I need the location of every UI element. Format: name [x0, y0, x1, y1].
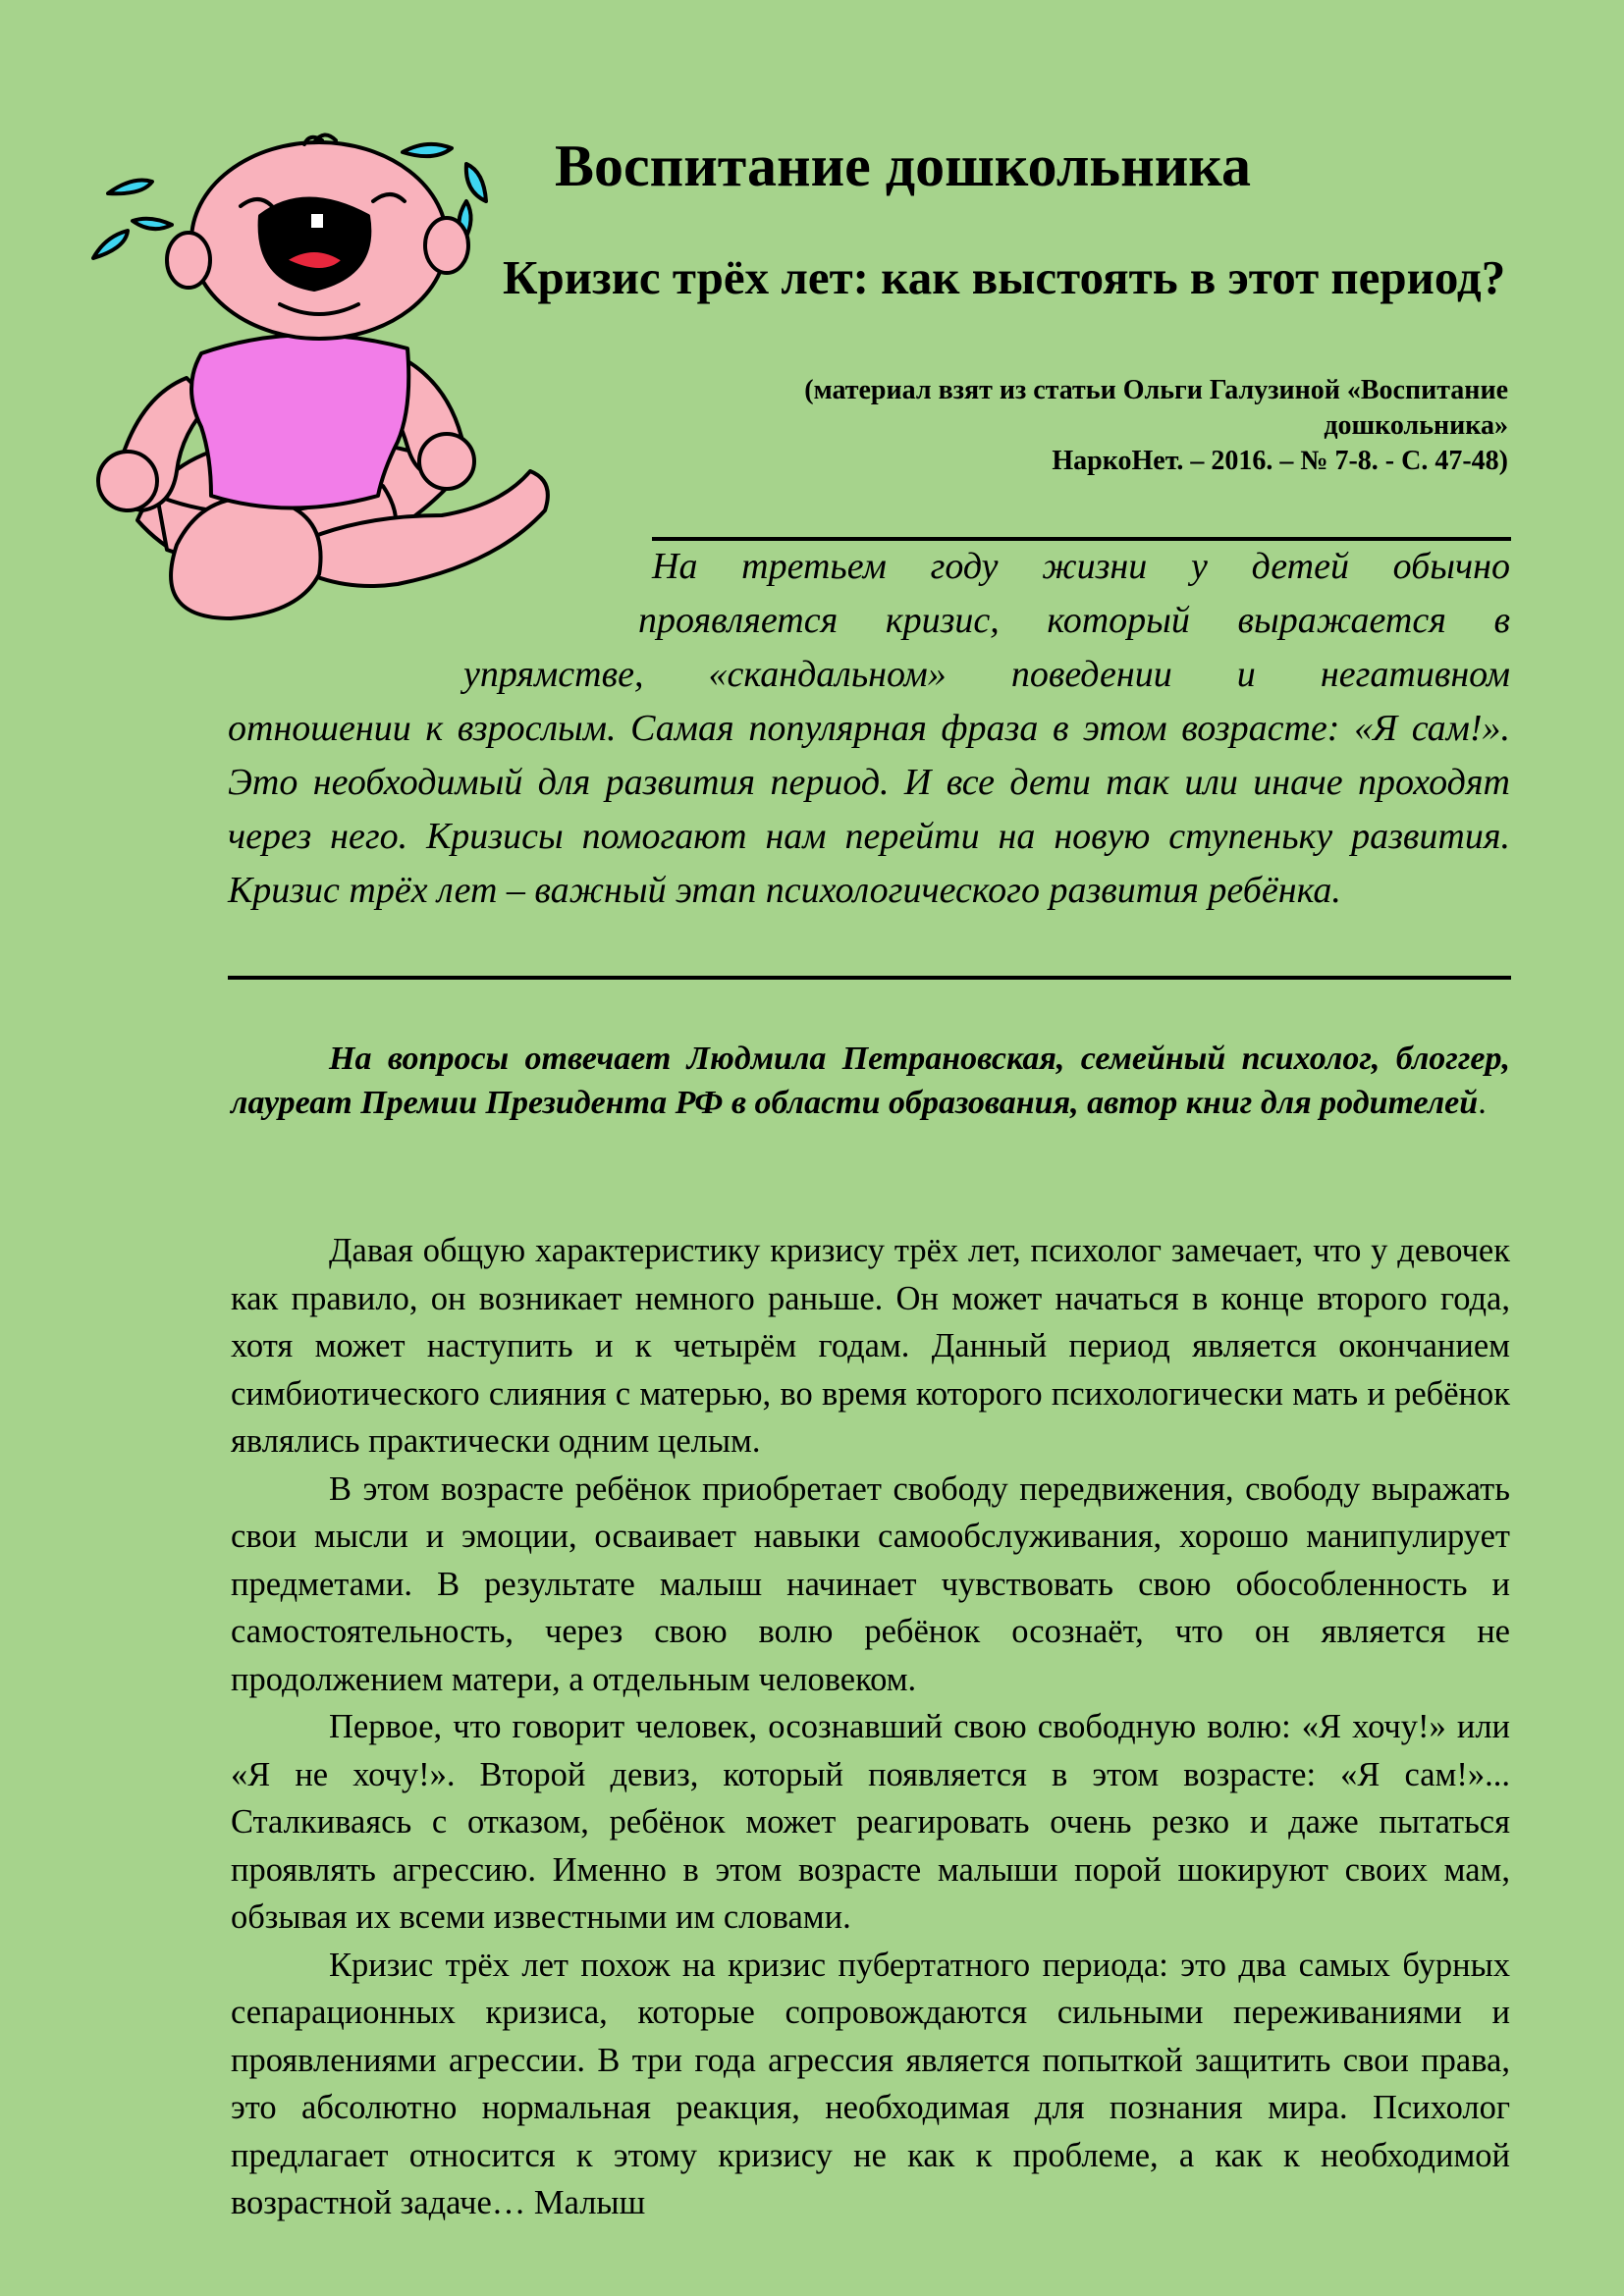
source-line: (материал взят из статьи Ольги Галузиной «Воспитание — [804, 375, 1508, 405]
article-body — [231, 1227, 1510, 2227]
body-paragraph: Первое, что говорит человек, осознавший свою свободную волю: «Я хочу!» или «Я не хочу!». Второй девиз, который появляется в этом возрасте: «Я сам!»... Сталкиваясь с отказом, ребёнок может реагировать очень резко и даже пытаться проявлять агрессию. Именно в этом возрасте малыши порой шокируют своих мам, обзывая их всеми известными им словами. — [231, 1708, 1510, 1936]
source-citation — [628, 373, 1508, 479]
body-paragraph: Давая общую характеристику кризису трёх лет, психолог замечает, что у девочек как правило, он возникает немного раньше. Он может начаться в конце второго года, хотя может наступить и к четырём годам. Данный период является окончанием симбиотического слияния с матерью, во время которого психологически мать и ребёнок являлись практически одним целым. — [231, 1232, 1510, 1460]
body-paragraph: Кризис трёх лет похож на кризис пубертатного периода: это два самых бурных сепарационных кризиса, которые сопровождаются сильными переживаниями и проявлениями агрессии. В три года агрессия является попыткой защитить свои права, это абсолютно нормальная реакция, необходимая для познания мира. Психолог предлагает относится к этому кризису не как к проблеме, а как к необходимой возрастной задаче… Малыш — [231, 1946, 1510, 2221]
tear-icon — [403, 144, 452, 156]
interview-intro-tail: . — [1478, 1085, 1487, 1121]
article-subtitle: Кризис трёх лет: как выстоять в этот период? — [503, 250, 1506, 304]
lead-paragraph — [228, 540, 1510, 918]
lead-line: проявляется кризис, который выражается в — [638, 600, 1510, 641]
tear-icon — [466, 164, 486, 201]
lead-rest: отношении к взрослым. Самая популярная фраза в этом возрасте: «Я сам!». Это необходимый для развития период. И все дети так или иначе проходят через него. Кризисы помогают нам перейти на новую ступеньку развития. Кризис трёх лет – важный этап психологического развития ребёнка. — [228, 708, 1510, 911]
source-line: дошкольника» — [1324, 410, 1508, 441]
source-line: НаркоНет. – 2016. – № 7-8. - С. 47-48) — [1052, 446, 1508, 476]
divider-bottom — [228, 976, 1511, 980]
tear-icon — [93, 231, 128, 258]
lead-line: упрямстве, «скандальном» поведении и негативном — [463, 654, 1510, 695]
tear-icon — [108, 181, 152, 194]
interview-intro — [231, 1037, 1510, 1125]
tear-icon — [133, 219, 172, 229]
lead-line: На третьем году жизни у детей обычно — [652, 546, 1510, 587]
page-title: Воспитание дошкольника — [555, 133, 1251, 198]
body-paragraph: В этом возрасте ребёнок приобретает свободу передвижения, свободу выражать свои мысли и эмоции, осваивает навыки самообслуживания, хорошо манипулирует предметами. В результате малыш начинает чувствовать свою обособленность и самостоятельность, через свою волю ребёнок осознаёт, что он является не продолжением матери, а отдельным человеком. — [231, 1469, 1510, 1698]
interview-intro-text: На вопросы отвечает Людмила Петрановская, семейный психолог, блоггер, лауреат Премии Президента РФ в области образования, автор книг для родителей — [231, 1041, 1510, 1121]
